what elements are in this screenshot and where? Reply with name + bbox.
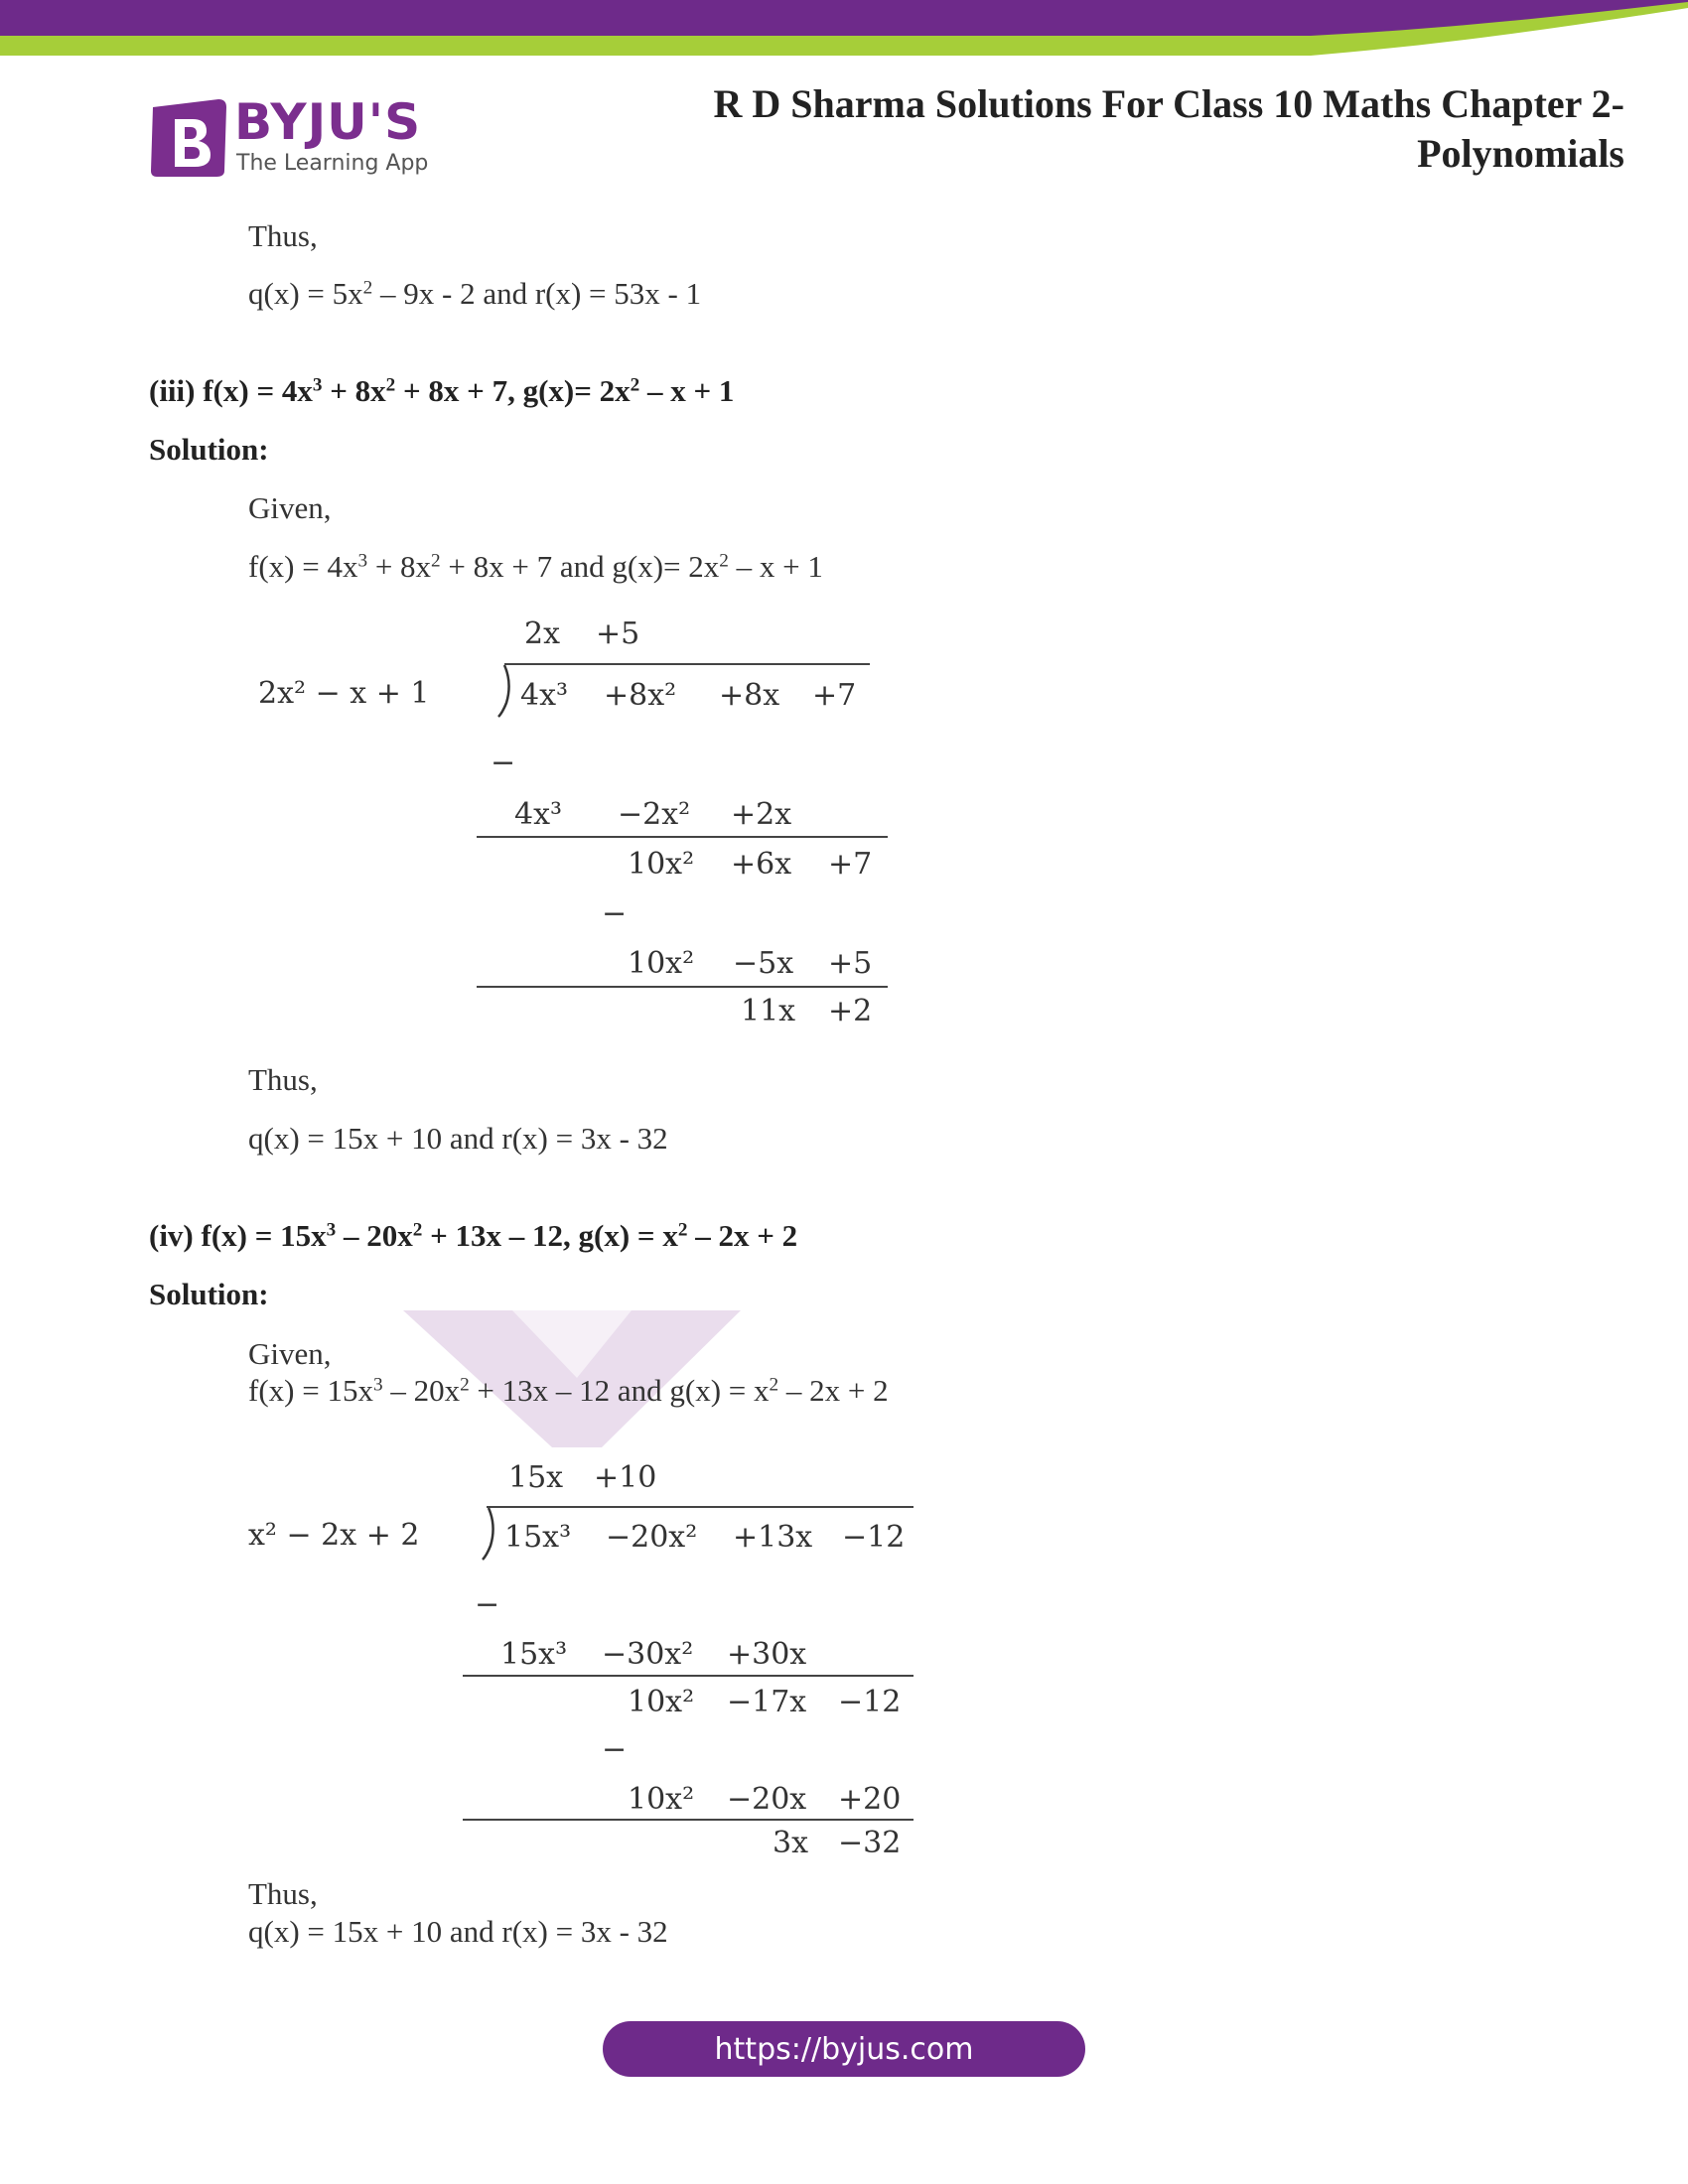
logo-brand: BYJU'S xyxy=(234,93,422,151)
quotient-term: +10 xyxy=(594,1460,657,1495)
subtract-term: 15x³ xyxy=(500,1637,568,1672)
minus-sign: − xyxy=(602,896,628,931)
dividend-term: +13x xyxy=(733,1520,813,1555)
subtract-term: +20 xyxy=(838,1782,902,1817)
quotient-term: 2x xyxy=(524,616,561,651)
solution-label-iv: Solution: xyxy=(149,1277,269,1311)
division-bracket xyxy=(479,1506,498,1562)
remainder-term: 10x² xyxy=(628,847,695,882)
header-color-band xyxy=(0,0,1688,62)
divisor: x² − 2x + 2 xyxy=(248,1518,420,1553)
minus-sign: − xyxy=(491,746,516,780)
result-line-iv: q(x) = 15x + 10 and r(x) = 3x - 32 xyxy=(248,1914,668,1949)
result-line-iii: q(x) = 15x + 10 and r(x) = 3x - 32 xyxy=(248,1121,668,1156)
subtract-term: +5 xyxy=(828,946,873,981)
subtract-line xyxy=(477,836,888,838)
footer-url[interactable]: https://byjus.com xyxy=(714,2031,974,2067)
dividend-term: +8x² xyxy=(604,678,677,713)
final-remainder-term: 11x xyxy=(741,994,796,1028)
final-remainder-term: 3x xyxy=(773,1826,809,1860)
given-expression-iv: $f(x) = 15x^3 - 20x^2 + 13x - 12$ and $g(x) = x^2 - 2x + 2$ xyxy=(248,1373,889,1408)
page-title-line1: R D Sharma Solutions For Class 10 Maths Chapter 2- xyxy=(713,81,1624,126)
remainder-term: −12 xyxy=(838,1685,902,1719)
result-q-rest: – 9x - 2 and r(x) = 53x - 1 xyxy=(372,276,702,311)
logo-tagline: The Learning App xyxy=(236,151,429,176)
dividend-term: 15x³ xyxy=(504,1520,572,1555)
byjus-logo xyxy=(149,93,447,179)
thus-label: Thus, xyxy=(248,1876,318,1911)
subtract-term: 10x² xyxy=(628,1782,695,1817)
dividend-term: +8x xyxy=(719,678,780,713)
subtract-term: 10x² xyxy=(628,946,695,981)
division-bracket xyxy=(494,663,514,719)
subtract-line xyxy=(477,986,888,988)
footer-url-pill[interactable] xyxy=(603,2021,1085,2077)
subtract-term: −30x² xyxy=(602,1637,694,1672)
subtract-line xyxy=(463,1819,914,1821)
final-remainder-term: −32 xyxy=(838,1826,902,1860)
subtract-term: −20x xyxy=(727,1782,807,1817)
subtract-term: −5x xyxy=(733,946,794,981)
given-expression-iii: $f(x) = 4x^3 + 8x^2 + 8x + 7$ and $g(x)= 2x^2 - x + 1$ xyxy=(248,549,823,584)
question-iv: (iv) $f(x) = 15x^3 - 20x^2 + 13x - 12$, $g(x) = x^2 - 2x + 2$ xyxy=(149,1218,798,1253)
remainder-term: −17x xyxy=(727,1685,807,1719)
divisor: 2x² − x + 1 xyxy=(258,676,430,711)
solution-label-iii: Solution: xyxy=(149,432,269,467)
dividend-term: −12 xyxy=(842,1520,906,1555)
quotient-term: 15x xyxy=(508,1460,564,1495)
result-q-lhs: q(x) = 5x xyxy=(248,276,363,311)
page-title xyxy=(714,79,1624,179)
page-title-line2: Polynomials xyxy=(1417,131,1624,176)
question-iii: (iii) $f(x) = 4x^3 + 8x^2 + 8x + 7$, $g(x)= 2x^2 - x + 1$ xyxy=(149,373,735,408)
minus-sign: − xyxy=(602,1732,628,1767)
division-bar xyxy=(504,663,870,665)
remainder-term: +6x xyxy=(731,847,792,882)
minus-sign: − xyxy=(475,1587,500,1622)
byjus-b-logo-icon xyxy=(149,97,228,179)
dividend-term: −20x² xyxy=(606,1520,698,1555)
given-label-iii: Given, xyxy=(248,490,332,525)
dividend-term: 4x³ xyxy=(520,678,569,713)
subtract-term: +2x xyxy=(731,797,792,832)
quotient-term: +5 xyxy=(596,616,640,651)
thus-label: Thus, xyxy=(248,1062,318,1097)
subtract-term: +30x xyxy=(727,1637,807,1672)
subtract-line xyxy=(463,1675,914,1677)
result-line: $q(x) = 5x^2 - 9x - 2$ and r(x) = 53x - 1 xyxy=(248,276,702,311)
final-remainder-term: +2 xyxy=(828,994,873,1028)
division-bar xyxy=(487,1506,914,1508)
remainder-term: +7 xyxy=(828,847,873,882)
dividend-term: +7 xyxy=(812,678,857,713)
thus-label: Thus, xyxy=(248,218,318,253)
remainder-term: 10x² xyxy=(628,1685,695,1719)
subtract-term: 4x³ xyxy=(514,797,563,832)
given-label-iv: Given, xyxy=(248,1336,332,1371)
subtract-term: −2x² xyxy=(618,797,691,832)
